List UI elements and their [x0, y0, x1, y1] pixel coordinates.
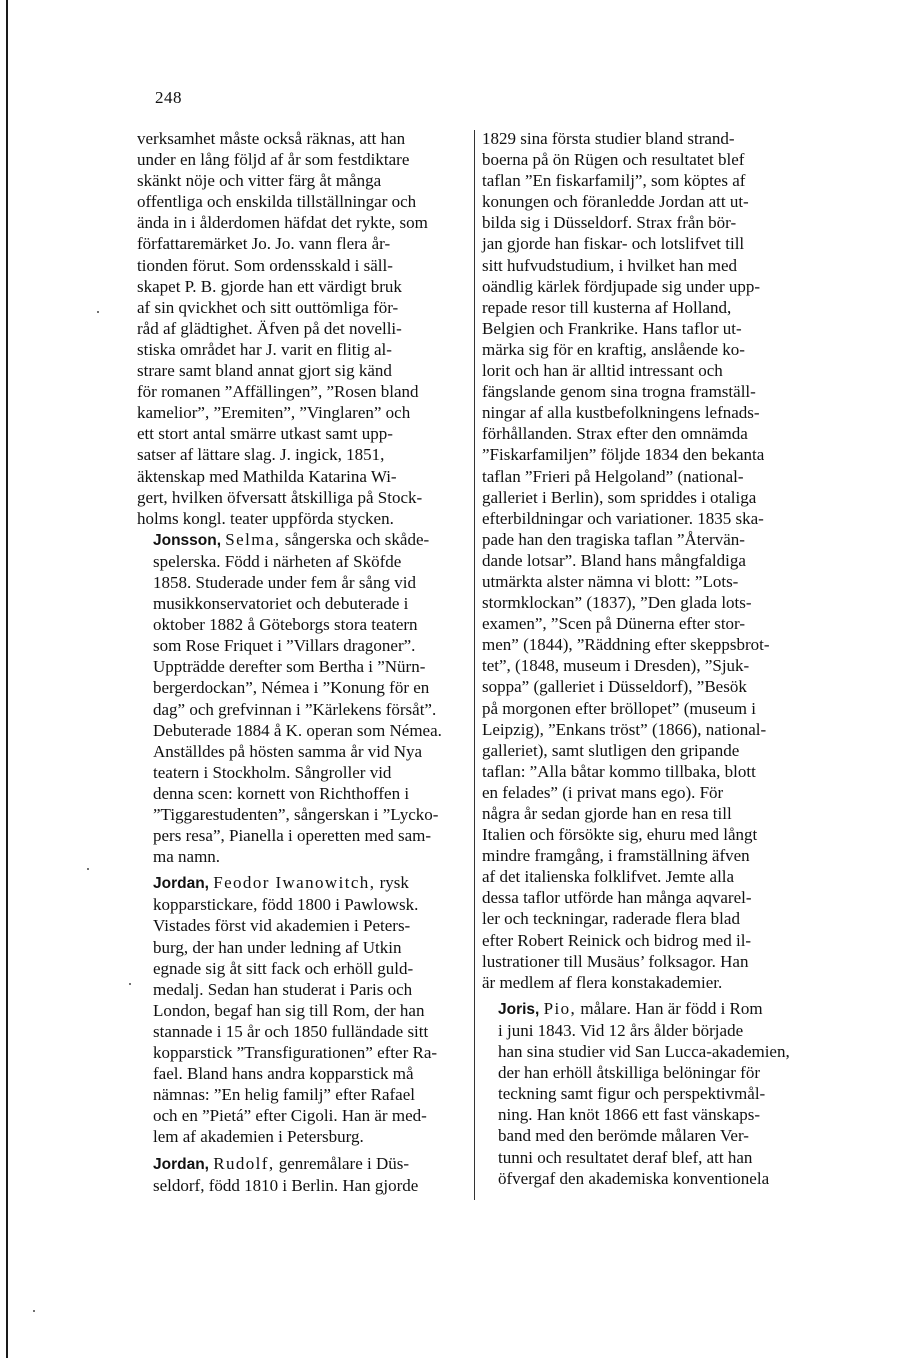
text-line: burg, der han under ledning af Utkin	[153, 937, 402, 957]
text-line: konungen och föranledde Jordan att ut-	[482, 192, 749, 212]
text-line: repade resor till kusterna af Holland,	[482, 297, 732, 317]
entry-jordan-rudolf	[137, 1153, 467, 1196]
text-line: ett stort antal smärre utkast samt upp-	[137, 424, 393, 444]
text-line: holms kongl. teater uppförda stycken.	[137, 508, 394, 528]
text-line: tunni och resultatet deraf blef, att han	[498, 1147, 753, 1167]
text-line: ”Tiggarestudenten”, sångerskan i ”Lycko-	[153, 805, 439, 824]
entry-surname: Jordan,	[153, 875, 209, 893]
text-line: teckning samt figur och perspektivmål-	[498, 1084, 766, 1104]
text-line: tet”, (1848, museum i Dresden), ”Sjuk-	[482, 656, 750, 676]
text-line: målare. Han är född i Rom	[576, 998, 763, 1018]
text-line: af sin qvickhet och sitt outtömliga för-	[137, 297, 399, 317]
text-line: taflan: ”Alla båtar kommo tillbaka, blott	[482, 761, 756, 781]
text-line: utmärkta alster nämna vi blott: ”Lots-	[482, 571, 739, 591]
text-line: taflan ”Frieri på Helgoland” (national-	[482, 466, 744, 486]
text-line: ning. Han knöt 1866 ett fast vänskaps-	[498, 1105, 761, 1125]
text-line: pade han den tragiska taflan ”Återvän-	[482, 529, 745, 549]
text-line: bilda sig i Düsseldorf. Strax från bör-	[482, 213, 737, 233]
text-line: på morgonen efter bröllopet” (museum i	[482, 698, 756, 718]
text-line: lorit och han är alltid intressant och	[482, 361, 723, 381]
right-column	[482, 128, 815, 1189]
text-line: Leipzig), ”Enkans tröst” (1866), national-	[482, 719, 767, 739]
text-line: tionden förut. Som ordensskald i säll-	[137, 255, 393, 275]
scan-speck	[97, 311, 99, 313]
text-line: sitt hufvudstudium, i hvilket han med	[482, 255, 737, 275]
text-line: författaremärket Jo. Jo. vann flera år-	[137, 234, 391, 254]
text-line: en felades” (i privat mans ego). För	[482, 782, 724, 802]
text-line: strare samt bland annat gjort sig känd	[137, 361, 392, 381]
entry-jonsson-selma	[137, 529, 467, 868]
text-line: efterbildningar och variationer. 1835 ska-	[482, 508, 764, 528]
text-line: boerna på ön Rügen och resultatet blef	[482, 150, 745, 170]
text-line: jan gjorde han fiskar- och lotslifvet till	[482, 234, 745, 254]
text-line: Vistades först vid akademien i Peters-	[153, 916, 411, 936]
page-number: 248	[155, 88, 182, 107]
text-line: egnade sig åt sitt fack och erhöll guld-	[153, 958, 414, 978]
text-line: skänkt nöje och vitter färg åt många	[137, 171, 382, 191]
text-line: medalj. Sedan han studerat i Paris och	[153, 979, 413, 999]
entry-surname: Jordan,	[153, 1155, 209, 1173]
text-line: han sina studier vid San Lucca-akademien,	[498, 1042, 790, 1062]
text-line: ”Fiskarfamiljen” följde 1834 den bekanta	[482, 445, 765, 465]
text-line: Uppträdde derefter som Bertha i ”Nürn-	[153, 657, 426, 677]
text-line: öfvergaf den akademiska konventionela	[498, 1168, 770, 1188]
entry-joris-pio	[482, 998, 815, 1189]
entry-jordan-feodor	[137, 872, 467, 1147]
text-line: nämnas: ”En helig familj” efter Rafael	[153, 1085, 415, 1105]
text-line: galleriet), samt slutligen den gripande	[482, 740, 740, 760]
entry-given-name: Feodor Iwanowitch,	[213, 873, 376, 893]
text-line: fängslande genom sina trogna framställ-	[482, 382, 756, 402]
text-line: som Rose Friquet i ”Villars dragoner”.	[153, 636, 416, 656]
text-line: i juni 1843. Vid 12 års ålder började	[498, 1020, 744, 1040]
text-line: oktober 1882 å Göteborgs stora teatern	[153, 615, 418, 635]
text-line: 1829 sina första studier bland strand-	[482, 129, 735, 148]
text-line: pers resa”, Pianella i operetten med sam-	[153, 826, 432, 846]
text-line: stiska området har J. varit en flitig al-	[137, 339, 392, 359]
text-line: skapet P. B. gjorde han ett värdigt bruk	[137, 276, 402, 296]
text-line: sångerska och skåde-	[280, 529, 430, 549]
text-line: och en ”Pietá” efter Cigoli. Han är med-	[153, 1106, 427, 1126]
text-line: råd af glädtighet. Äfven på det novelli-	[137, 318, 402, 338]
text-line: kamelior”, ”Eremiten”, ”Vinglaren” och	[137, 403, 411, 423]
text-line: seldorf, född 1810 i Berlin. Han gjorde	[153, 1175, 419, 1195]
entry-given-name: Selma,	[225, 529, 281, 549]
text-line: kopparstickare, född 1800 i Pawlowsk.	[153, 895, 419, 915]
text-line: under en lång följd af år som festdiktare	[137, 150, 410, 170]
text-line: der han erhöll åtskilliga belöningar för	[498, 1063, 760, 1083]
text-line: lem af akademien i Petersburg.	[153, 1127, 364, 1147]
text-line: är medlem af flera konstakademier.	[482, 972, 723, 992]
scan-speck	[87, 868, 89, 870]
text-line: band med den berömde målaren Ver-	[498, 1126, 749, 1146]
paragraph-continuation	[137, 128, 467, 529]
text-line: gert, hvilken öfversatt åtskilliga på Stock-	[137, 487, 423, 507]
text-line: bergerdockan”, Némea i ”Konung för en	[153, 678, 430, 698]
text-line: Anställdes på hösten samma år vid Nya	[153, 741, 423, 761]
text-line: genremålare i Düs-	[274, 1153, 410, 1173]
text-line: rysk	[375, 873, 409, 893]
text-line: soppa” (galleriet i Düsseldorf), ”Besök	[482, 677, 747, 697]
paragraph-continuation	[482, 128, 815, 993]
text-line: musikkonservatoriet och debuterade i	[153, 594, 409, 614]
scan-speck	[129, 983, 131, 985]
text-line: förhållanden. Strax efter den omnämda	[482, 424, 748, 444]
text-line: ända in i ålderdomen häfdat det rykte, som	[137, 213, 428, 233]
text-line: oändlig kärlek fördjupade sig under upp-	[482, 276, 761, 296]
text-line: galleriet i Berlin), som spriddes i otaliga	[482, 487, 757, 507]
text-line: stannade i 15 år och 1850 fulländade sitt	[153, 1021, 429, 1041]
text-line: denna scen: kornett von Richthoffen i	[153, 783, 410, 803]
entry-given-name: Rudolf,	[213, 1153, 275, 1173]
page-edge-shadow	[6, 0, 8, 1358]
entry-given-name: Pio,	[543, 998, 577, 1018]
text-line: offentliga och enskilda tillställningar och	[137, 192, 417, 212]
text-line: lustrationer till Musäus’ folksagor. Han	[482, 951, 749, 971]
text-line: examen”, ”Scen på Dünerna efter stor-	[482, 614, 746, 634]
text-line: taflan ”En fiskarfamilj”, som köptes af	[482, 171, 746, 191]
text-line: Italien och försökte sig, ehuru med långt	[482, 825, 758, 845]
text-line: fael. Bland hans andra kopparstick må	[153, 1064, 414, 1084]
entry-surname: Joris,	[498, 1000, 540, 1018]
text-line: mindre framgång, i framställning äfven	[482, 846, 750, 866]
text-line: spelerska. Född i närheten af Sköfde	[153, 551, 402, 571]
text-line: ler och teckningar, raderade flera blad	[482, 909, 740, 929]
text-line: dessa taflor utförde han många aqvarel-	[482, 888, 752, 908]
text-line: märka sig för en kraftig, anslående ko-	[482, 339, 745, 359]
text-line: Belgien och Frankrike. Hans taflor ut-	[482, 318, 742, 338]
text-line: men” (1844), ”Räddning efter skeppsbrot-	[482, 635, 770, 655]
column-divider	[474, 130, 475, 1200]
text-line: dande lotsar”. Bland hans mångfaldiga	[482, 550, 746, 570]
text-line: ningar af alla kustbefolkningens lefnads-	[482, 403, 760, 423]
text-line: stormklockan” (1837), ”Den glada lots-	[482, 593, 752, 613]
text-line: teatern i Stockholm. Sångroller vid	[153, 762, 392, 782]
text-line: äktenskap med Mathilda Katarina Wi-	[137, 466, 397, 486]
text-line: efter Robert Reinick och bidrog med il-	[482, 930, 752, 950]
text-line: London, begaf han sig till Rom, der han	[153, 1000, 425, 1020]
text-line: verksamhet måste också räknas, att han	[137, 129, 406, 148]
text-line: 1858. Studerade under fem år sång vid	[153, 572, 416, 592]
text-line: dag” och grefvinnan i ”Kärlekens försåt”.	[153, 699, 437, 719]
text-line: kopparstick ”Transfigurationen” efter Ra-	[153, 1043, 438, 1063]
entry-surname: Jonsson,	[153, 531, 222, 549]
text-line: ma namn.	[153, 847, 221, 867]
left-column	[137, 128, 467, 1196]
text-line: af det italienska folklifvet. Jemte alla	[482, 867, 735, 887]
text-line: några år sedan gjorde han en resa till	[482, 804, 732, 823]
text-line: för romanen ”Affällingen”, ”Rosen bland	[137, 382, 419, 402]
scan-speck	[33, 1310, 35, 1312]
text-line: satser af lättare slag. J. ingick, 1851,	[137, 445, 385, 465]
text-line: Debuterade 1884 å K. operan som Némea.	[153, 720, 442, 740]
